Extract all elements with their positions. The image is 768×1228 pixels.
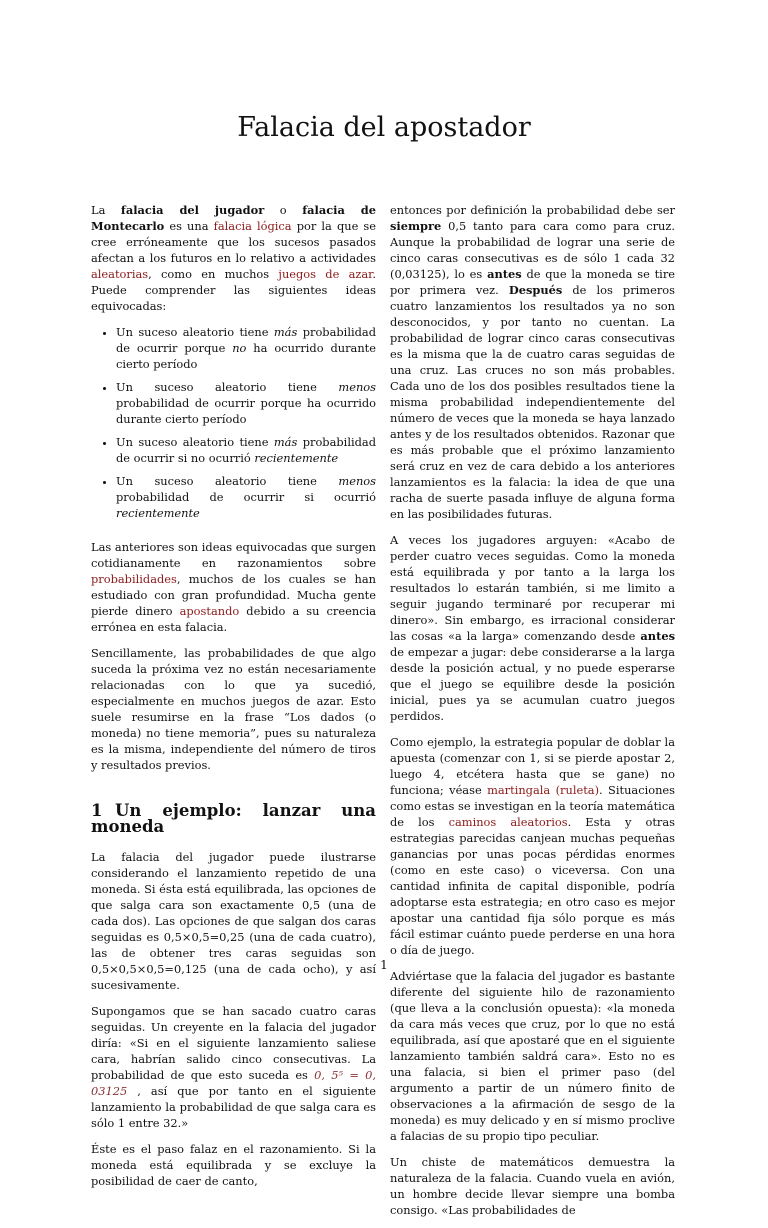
section-title: Un ejemplo: lanzar una moneda (91, 801, 376, 836)
link-falacia-logica[interactable]: falacia lógica (213, 219, 292, 233)
math-expression: 0, 5⁵ = 0, 03125 (91, 1068, 376, 1098)
section-number: 1 (91, 801, 103, 820)
link-probabilidades[interactable]: probabilidades (91, 572, 177, 586)
right-column (390, 202, 675, 1228)
link-aleatorias[interactable]: aleatorias (91, 267, 149, 281)
list-item: • Un suceso aleatorio tiene menos probabilidad de ocurrir porque ha ocurrido durante cierto período (116, 379, 376, 427)
link-caminos-aleatorios[interactable]: caminos aleatorios (448, 815, 568, 829)
link-juegos-de-azar[interactable]: juegos de azar (278, 267, 373, 281)
paragraph-advertase: Adviértase que la falacia del jugador es bastante diferente del siguiente hilo de razonamiento (que lleva a la conclusión opuesta): «la moneda da cara más veces que cruz, por lo que no está equilibrada, así que apostaré que en el siguiente lanzamiento también saldrá cara». Esto no es una falacia, si bien el primer paso (del argumento a partir de un número finito de observaciones a la afirmación de sesgo de la moneda) es muy delicado y en sí mismo proclive a falacias de su propio tipo peculiar. (390, 969, 675, 1143)
link-martingala[interactable]: martingala (ruleta) (487, 783, 600, 797)
paragraph-supongamos: Supongamos que se han sacado cuatro caras seguidas. Un creyente en la falacia del jugador diría: «Si en el siguiente lanzamiento saliese cara, habrían salido cinco consecutivas. La probabilidad de que esto suceda es 0, 5⁵ = 0, 03125 , así que por tanto en el siguiente lanzamiento la probabilidad de que salga cara es sólo 1 entre 32.» (91, 1004, 376, 1130)
paragraph-sencillamente: Sencillamente, las probabilidades de que algo suceda la próxima vez no están necesariamente relacionadas con lo que ya sucedió, especialmente en muchos juegos de azar. Esto suele resumirse en la frase “Los dados (o moneda) no tiene memoria”, pues su naturaleza es la misma, independiente del número de tiros y resultados previos. (91, 646, 376, 772)
paragraph-lanzamiento: La falacia del jugador puede ilustrarse considerando el lanzamiento repetido de una moneda. Si ésta está equilibrada, las opciones de que salga cara son exactamente 0,5 (una de cada dos). Las opciones de que salgan dos caras seguidas es 0,5×0,5=0,25 (una de cada cuatro), las de obtener tres caras seguidas son 0,5×0,5×0,5=0,125 (una de cada ocho), y así sucesivamente. (91, 850, 376, 992)
list-item: • Un suceso aleatorio tiene más probabilidad de ocurrir si no ocurrió recientemente (116, 434, 376, 466)
list-item: • Un suceso aleatorio tiene más probabilidad de ocurrir porque no ha ocurrido durante cierto período (116, 324, 376, 372)
link-apostando[interactable]: apostando (179, 604, 240, 618)
paragraph-definicion: entonces por definición la probabilidad debe ser siempre 0,5 tanto para cara como para cruz. Aunque la probabilidad de lograr una serie de cinco caras consecutivas es de sólo 1 cada 32 (0,03125), lo es antes de que la moneda se tire por primera vez. Después de los primeros cuatro lanzamientos los resultados ya no son desconocidos, y por tanto no cuentan. La probabilidad de lograr cinco caras consecutivas es la misma que la de cuatro caras seguidas de una cruz. Las cruces no son más probables. Cada uno de los dos posibles resultados tiene la misma probabilidad independientemente del número de veces que la moneda se haya lanzado antes y de los resultados obtenidos. Razonar que es más probable que el próximo lanzamiento será cruz en vez de cara debido a los anteriores lanzamientos es la falacia: la idea de que una racha de suerte pasada influye de alguna forma en las posibilidades futuras. (390, 203, 676, 521)
page-title: Falacia del apostador (237, 112, 531, 143)
bold-term-falacia-jugador: falacia del jugador (120, 203, 265, 217)
paragraph-estrategia: Como ejemplo, la estrategia popular de doblar la apuesta (comenzar con 1, si se pierde apostar 2, luego 4, etcétera hasta que se gane) no funciona; véase martingala (ruleta). Situaciones como estas se investigan en la teoría matemática de los caminos aleatorios. Esta y otras estrategias parecidas canjean muchas pequeñas ganancias por unas pocas pérdidas enormes (como en este caso) o viceversa. Con una cantidad infinita de capital disponible, podría adoptarse esta estrategia; en otro caso es mejor apostar una cantidad fija sólo porque es más fácil estimar cuánto puede perderse en una hora o día de juego. (390, 735, 676, 957)
paragraph-paso-falaz: Éste es el paso falaz en el razonamiento. Si la moneda está equilibrada y se excluye la posibilidad de caer de canto, (91, 1142, 376, 1188)
paragraph-jugadores-arguyen: A veces los jugadores arguyen: «Acabo de perder cuatro veces seguidas. Como la moneda está equilibrada y por tanto a la larga los resultados lo estarán también, si me limito a seguir jugando terminaré por recuperar mi dinero». Sin embargo, es irracional considerar las cosas «a la larga» comenzando desde antes de empezar a jugar: debe considerarse a la larga desde la posición actual, y no puede esperarse que el juego se equilibre desde la posición inicial, pues ya se acumulan cuatro juegos perdidos. (390, 533, 675, 723)
page-number: 1 (380, 958, 388, 972)
list-item: • Un suceso aleatorio tiene menos probabilidad de ocurrir si ocurrió recientemente (116, 473, 376, 521)
paragraph-chiste: Un chiste de matemáticos demuestra la naturaleza de la falacia. Cuando vuela en avión, un hombre decide llevar siempre una bomba consigo. «Las probabilidades de (390, 1155, 675, 1217)
left-column (91, 202, 376, 1199)
misconceptions-list (91, 324, 376, 521)
intro-paragraph: La falacia del jugador o falacia de Montecarlo es una falacia lógica por la que se cree erróneamente que los sucesos pasados afectan a los futuros en lo relativo a actividades aleatorias, como en muchos juegos de azar. Puede comprender las siguientes ideas equivocadas: (91, 203, 376, 313)
section-heading-ejemplo (91, 803, 376, 835)
paragraph-ideas-equivocadas: Las anteriores son ideas equivocadas que surgen cotidianamente en razonamientos sobre probabilidades, muchos de los cuales se han estudiado con gran profundidad. Mucha gente pierde dinero apostando debido a su creencia errónea en esta falacia. (91, 540, 377, 634)
bold-term-falacia-montecarlo: falacia de Montecarlo (91, 203, 376, 233)
